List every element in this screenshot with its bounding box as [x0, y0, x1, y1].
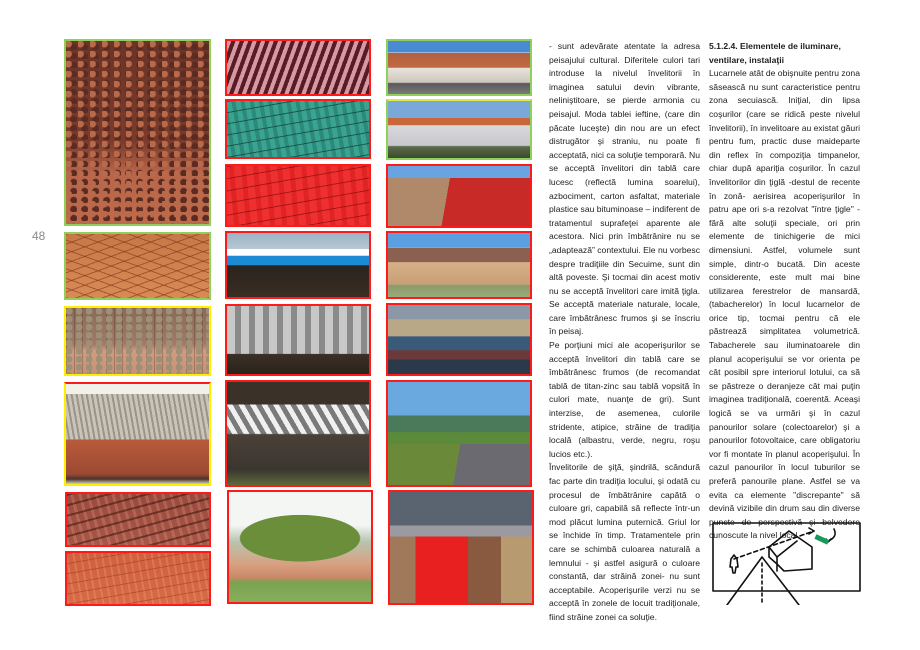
photo-orange-interlocking-tiles — [65, 551, 211, 606]
photo-green-roof-house — [227, 490, 373, 604]
photo-pink-corrugated-sheet — [225, 39, 371, 96]
photo-brown-interlocking-tiles — [65, 492, 211, 547]
photo-red-metal-tiles — [225, 164, 371, 227]
photo-beaver-tail-tiles — [64, 232, 211, 300]
paragraph: Lucarnele atât de obişnuite pentru zona săsească nu sunt caracteristice pentru zona secuiască. Iniţial, din lipsa coşurilor (care se ridică peste nivelul învelitorii), în invelitoare au existat găuri pentru fum, practic duse maideparte din reflex în compoziţia timpanelor, chiar după apariţia coşurilor. În cazul învelitorilor din ţiglă -destul de recente în zonă- aerisirea acoperişurilor în patru ape ori s-a rezolvat "între ţigle" -fără alte soluţii speciale, ori prin elemente de tinichigerie de mici dimensiuni. Astfel, volumele sunt simple, dintr-o bucată. Din aceste considerente, este mult mai bine utilizarea ferestrelor de mansardă, (tabacherelor) în locul lucarnelor de orice tip, tocmai pentru că ele păstrează simplitatea volumetrică. Tabacherele sau iluminatoarele din planul acoperişului se vor orienta pe cât posibil spre interiorul lotului, ca să se păstreze o deranjeze cât mai puţin imaginea tradiţională, coerentă. Aceaşi logică se va urmări şi în cazul panourilor solare (colectoarelor) şi a panourilor fotovoltaice, care obligatoriu vor fi montate în planul acoperişului. În cazul panourilor în locul tuburilor se preferă panourile plane. Astfel se va evita ca elemente "discrepante" să devină vizibile din drum sau din diverse puncte de perspectivă şi belvedere cunoscute la nivel local. — [709, 68, 860, 541]
text-column-1 — [549, 40, 700, 625]
roof-panel-sketch — [709, 519, 864, 605]
paragraph: - sunt adevărate atentate la adresa peisajului cultural. Diferitele culori tari introduse la nivelul învelitorii în imaginea satului devin vibrante, neliniştitoare, se pierde armonia cu peisajul. Moda tablei ieftine, (care din păcate luceşte) din nou are un efect distrugător şi straniu, nu poate fi acceptată, nici ca soluţie temporară. Nu se acceptă învelitori din tablă care lucesc (reflectă lumina soarelui), azbociment, carton asfaltat, materiale plastice sau bituminoase – indiferent de tratamentul suprafeţei aparente ale acestora. Nici prin îmbătrânire nu se „adaptează” contextului. Ele nu vorbesc despre tradiţiile din Secuime, sunt din altă poveste. Şi tocmai din acest motiv nu se acceptă învelitori care imită ţigla. Se acceptă materiale naturale, locale, care îmbătrânesc frumos şi se înscriu în peisaj. — [549, 41, 700, 337]
solar-panel-icon — [814, 534, 829, 544]
photo-red-roof-house-street — [388, 490, 534, 605]
section-heading: 5.1.2.4. Elementele de iluminare, ventilare, instalaţii — [709, 41, 841, 65]
photo-shiny-tin-roof — [225, 304, 371, 376]
photo-asbestos-and-tiles — [64, 382, 211, 486]
photo-striped-shed-roof — [225, 380, 371, 487]
paragraph: Pe porţiuni mici ale acoperişurilor se acceptă învelitori din tablă care se îmbătrânesc frumos (de recomandat tablă de titan-zinc sau tablă vopsită în culori mate, nuanţe de gri). Sunt interzise, de asemenea, culorile stridente, atipice, străine de tradiţia locală (albastru, verde, negru, roşu lucios etc.). — [549, 340, 700, 459]
photo-old-clay-tiles — [64, 39, 211, 226]
sightline — [734, 531, 814, 559]
text-column-2 — [709, 40, 860, 543]
photo-village-landscape — [386, 303, 532, 376]
photo-village-street-1 — [386, 39, 532, 96]
photo-mossy-tiles — [64, 306, 211, 376]
photo-teal-metal-tiles — [225, 99, 371, 159]
photo-roadside-red-roof — [386, 380, 532, 487]
photo-village-houses-mixed — [386, 231, 532, 299]
paragraph: Învelitorile de şiţă, şindrilă, scândură fac parte din tradiţia locului, şi odată cu procesul de îmbătrânire capătă o culoare gri, capabilă să reflecte într-un mod plăcut lumina puternică. Griul lor se închide în timp. Tratamentele prin care se schimbă culoarea naturală a lemnului - şi astfel asigură o culoare constantă, dar străină zonei- nu sunt acceptabile. Acoperişurile verzi nu se acceptă în zonele de locuit tradiţionale, fiind străine zonei ca soluţie. — [549, 462, 700, 622]
page-number: 48 — [32, 229, 46, 243]
photo-village-house-2 — [386, 99, 532, 160]
photo-blue-roof-barn — [225, 231, 371, 299]
photo-village-houses-red-roof — [386, 164, 532, 228]
